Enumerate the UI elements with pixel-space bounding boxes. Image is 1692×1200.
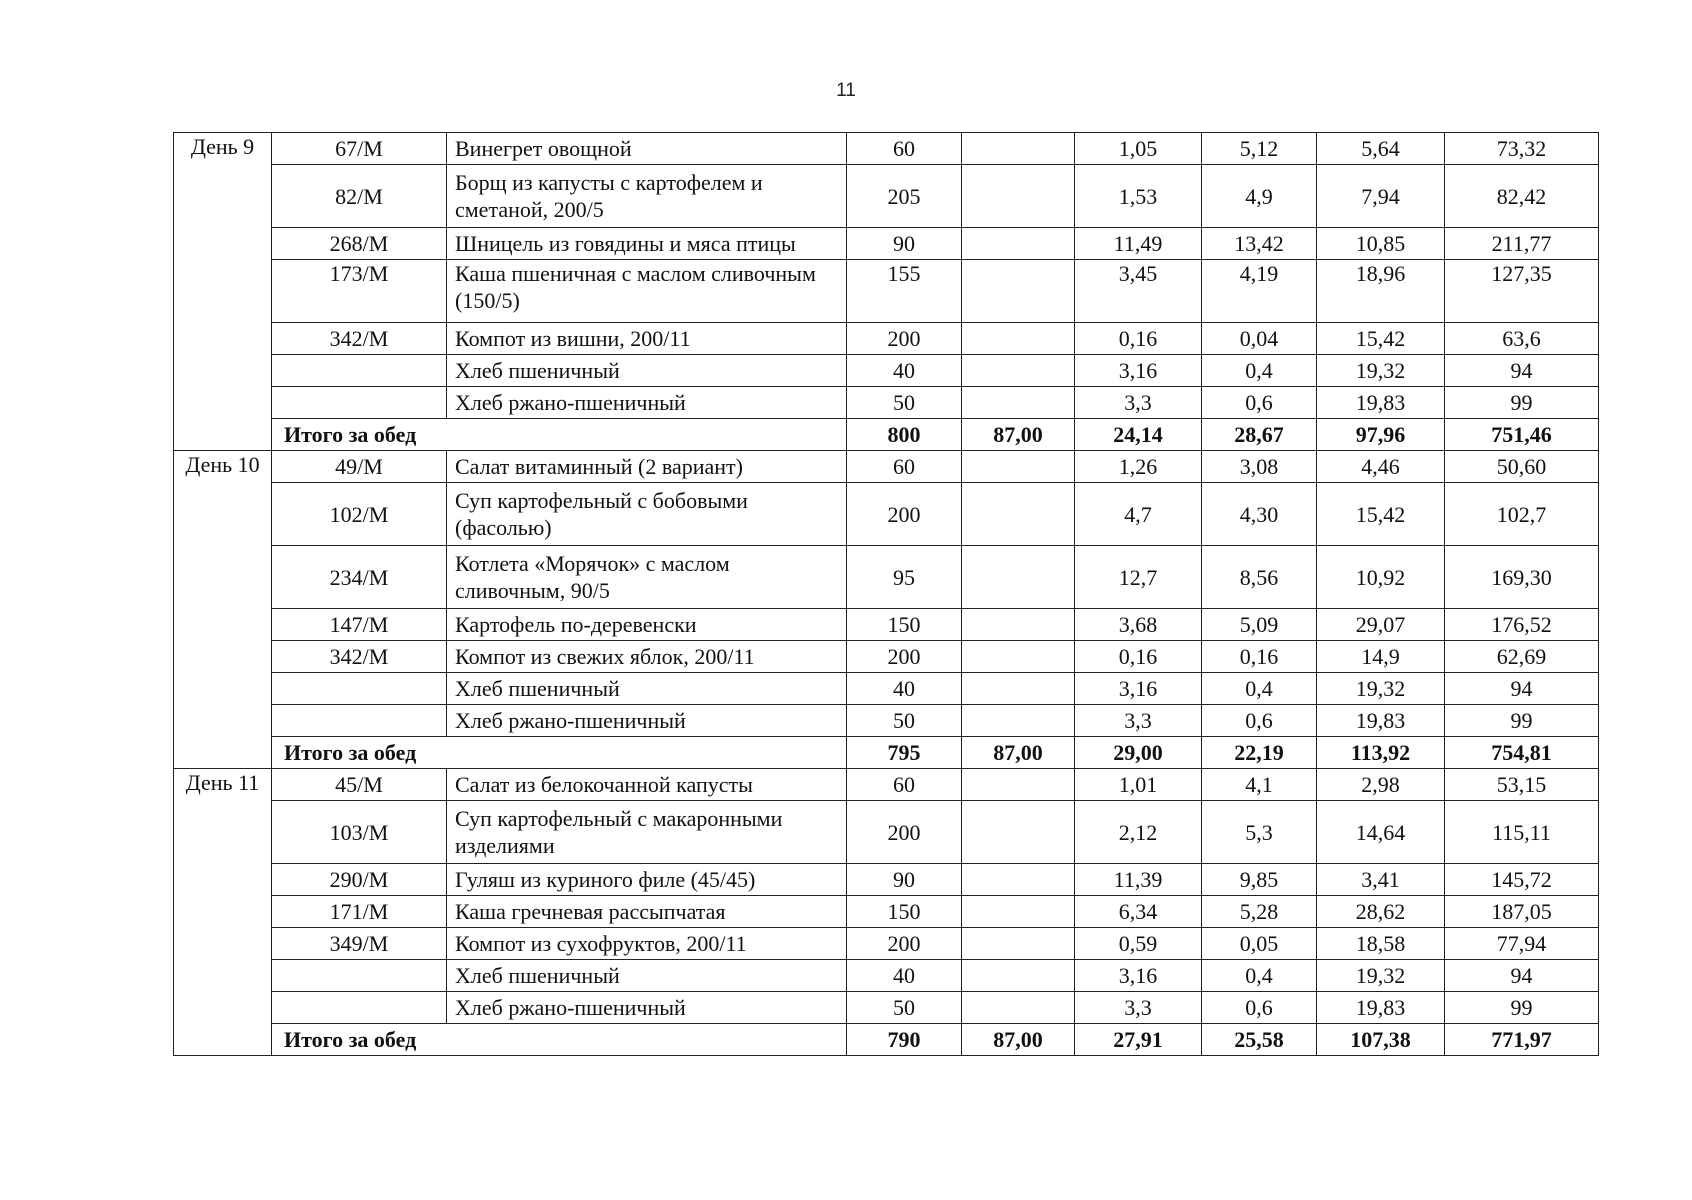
carbohydrates-cell: 15,42	[1317, 483, 1445, 546]
energy-value-cell: 99	[1445, 387, 1599, 419]
recipe-code-cell: 45/М	[272, 769, 447, 801]
table-row	[174, 673, 1599, 705]
portion-weight-cell: 60	[847, 133, 962, 165]
price-cell	[962, 928, 1075, 960]
portion-weight-cell: 60	[847, 769, 962, 801]
fat-cell: 4,9	[1202, 165, 1317, 228]
fat-cell: 13,42	[1202, 228, 1317, 260]
total-protein-cell: 29,00	[1075, 737, 1202, 769]
portion-weight-cell: 60	[847, 451, 962, 483]
protein-cell: 3,16	[1075, 960, 1202, 992]
fat-cell: 0,6	[1202, 387, 1317, 419]
price-cell	[962, 769, 1075, 801]
carbohydrates-cell: 15,42	[1317, 323, 1445, 355]
total-carbohydrates-cell: 107,38	[1317, 1024, 1445, 1056]
protein-cell: 3,68	[1075, 609, 1202, 641]
dish-name-cell: Винегрет овощной	[447, 133, 847, 165]
dish-name-cell: Хлеб ржано-пшеничный	[447, 387, 847, 419]
energy-value-cell: 187,05	[1445, 896, 1599, 928]
total-row	[174, 1024, 1599, 1056]
price-cell	[962, 960, 1075, 992]
price-cell	[962, 260, 1075, 323]
carbohydrates-cell: 29,07	[1317, 609, 1445, 641]
day-label-cell: День 11	[174, 769, 272, 1056]
total-price-cell: 87,00	[962, 1024, 1075, 1056]
recipe-code-cell	[272, 673, 447, 705]
total-portion-weight-cell: 795	[847, 737, 962, 769]
price-cell	[962, 864, 1075, 896]
carbohydrates-cell: 19,32	[1317, 673, 1445, 705]
table-row	[174, 483, 1599, 546]
recipe-code-cell	[272, 960, 447, 992]
energy-value-cell: 82,42	[1445, 165, 1599, 228]
total-energy-value-cell: 754,81	[1445, 737, 1599, 769]
carbohydrates-cell: 3,41	[1317, 864, 1445, 896]
protein-cell: 0,59	[1075, 928, 1202, 960]
dish-name-cell: Салат из белокочанной капусты	[447, 769, 847, 801]
dish-name-cell: Борщ из капусты с картофелем и сметаной, 200/5	[447, 165, 847, 228]
energy-value-cell: 50,60	[1445, 451, 1599, 483]
price-cell	[962, 546, 1075, 609]
energy-value-cell: 94	[1445, 355, 1599, 387]
table-row	[174, 228, 1599, 260]
carbohydrates-cell: 19,83	[1317, 387, 1445, 419]
carbohydrates-cell: 19,32	[1317, 960, 1445, 992]
portion-weight-cell: 155	[847, 260, 962, 323]
protein-cell: 0,16	[1075, 641, 1202, 673]
price-cell	[962, 992, 1075, 1024]
dish-name-cell: Каша пшеничная с маслом сливочным (150/5)	[447, 260, 847, 323]
price-cell	[962, 228, 1075, 260]
table-row	[174, 387, 1599, 419]
portion-weight-cell: 200	[847, 483, 962, 546]
fat-cell: 0,4	[1202, 355, 1317, 387]
protein-cell: 3,45	[1075, 260, 1202, 323]
carbohydrates-cell: 28,62	[1317, 896, 1445, 928]
fat-cell: 0,4	[1202, 960, 1317, 992]
protein-cell: 3,3	[1075, 705, 1202, 737]
price-cell	[962, 641, 1075, 673]
energy-value-cell: 211,77	[1445, 228, 1599, 260]
total-carbohydrates-cell: 97,96	[1317, 419, 1445, 451]
recipe-code-cell: 67/М	[272, 133, 447, 165]
recipe-code-cell: 147/М	[272, 609, 447, 641]
table-row	[174, 260, 1599, 323]
portion-weight-cell: 150	[847, 896, 962, 928]
fat-cell: 4,30	[1202, 483, 1317, 546]
total-energy-value-cell: 751,46	[1445, 419, 1599, 451]
fat-cell: 0,04	[1202, 323, 1317, 355]
portion-weight-cell: 200	[847, 928, 962, 960]
total-row	[174, 419, 1599, 451]
dish-name-cell: Суп картофельный с бобовыми (фасолью)	[447, 483, 847, 546]
carbohydrates-cell: 14,64	[1317, 801, 1445, 864]
energy-value-cell: 53,15	[1445, 769, 1599, 801]
carbohydrates-cell: 18,96	[1317, 260, 1445, 323]
protein-cell: 11,39	[1075, 864, 1202, 896]
price-cell	[962, 133, 1075, 165]
dish-name-cell: Котлета «Морячок» с маслом сливочным, 90/5	[447, 546, 847, 609]
protein-cell: 11,49	[1075, 228, 1202, 260]
portion-weight-cell: 50	[847, 705, 962, 737]
price-cell	[962, 801, 1075, 864]
portion-weight-cell: 90	[847, 864, 962, 896]
table-row	[174, 451, 1599, 483]
table-row	[174, 323, 1599, 355]
protein-cell: 3,3	[1075, 992, 1202, 1024]
dish-name-cell: Хлеб ржано-пшеничный	[447, 992, 847, 1024]
table-row	[174, 165, 1599, 228]
dish-name-cell: Салат витаминный (2 вариант)	[447, 451, 847, 483]
energy-value-cell: 145,72	[1445, 864, 1599, 896]
table-row	[174, 864, 1599, 896]
table-row	[174, 546, 1599, 609]
total-energy-value-cell: 771,97	[1445, 1024, 1599, 1056]
protein-cell: 4,7	[1075, 483, 1202, 546]
dish-name-cell: Картофель по-деревенски	[447, 609, 847, 641]
fat-cell: 5,28	[1202, 896, 1317, 928]
energy-value-cell: 115,11	[1445, 801, 1599, 864]
table-row	[174, 133, 1599, 165]
price-cell	[962, 483, 1075, 546]
energy-value-cell: 73,32	[1445, 133, 1599, 165]
energy-value-cell: 99	[1445, 992, 1599, 1024]
protein-cell: 1,05	[1075, 133, 1202, 165]
protein-cell: 1,26	[1075, 451, 1202, 483]
total-protein-cell: 27,91	[1075, 1024, 1202, 1056]
carbohydrates-cell: 14,9	[1317, 641, 1445, 673]
carbohydrates-cell: 10,92	[1317, 546, 1445, 609]
portion-weight-cell: 200	[847, 641, 962, 673]
protein-cell: 1,01	[1075, 769, 1202, 801]
portion-weight-cell: 150	[847, 609, 962, 641]
protein-cell: 3,3	[1075, 387, 1202, 419]
recipe-code-cell	[272, 705, 447, 737]
dish-name-cell: Компот из вишни, 200/11	[447, 323, 847, 355]
recipe-code-cell	[272, 992, 447, 1024]
total-label-cell: Итого за обед	[272, 1024, 847, 1056]
price-cell	[962, 609, 1075, 641]
protein-cell: 0,16	[1075, 323, 1202, 355]
day-label-cell: День 9	[174, 133, 272, 451]
fat-cell: 0,6	[1202, 992, 1317, 1024]
fat-cell: 9,85	[1202, 864, 1317, 896]
fat-cell: 5,3	[1202, 801, 1317, 864]
dish-name-cell: Каша гречневая рассыпчатая	[447, 896, 847, 928]
portion-weight-cell: 200	[847, 323, 962, 355]
recipe-code-cell: 268/М	[272, 228, 447, 260]
total-row	[174, 737, 1599, 769]
page-number: 11	[836, 80, 856, 101]
fat-cell: 8,56	[1202, 546, 1317, 609]
dish-name-cell: Хлеб ржано-пшеничный	[447, 705, 847, 737]
fat-cell: 3,08	[1202, 451, 1317, 483]
carbohydrates-cell: 4,46	[1317, 451, 1445, 483]
protein-cell: 6,34	[1075, 896, 1202, 928]
table-row	[174, 992, 1599, 1024]
price-cell	[962, 387, 1075, 419]
price-cell	[962, 165, 1075, 228]
table-row	[174, 609, 1599, 641]
energy-value-cell: 169,30	[1445, 546, 1599, 609]
total-price-cell: 87,00	[962, 737, 1075, 769]
table-row	[174, 641, 1599, 673]
portion-weight-cell: 205	[847, 165, 962, 228]
price-cell	[962, 896, 1075, 928]
portion-weight-cell: 40	[847, 355, 962, 387]
fat-cell: 0,05	[1202, 928, 1317, 960]
menu-table-body	[174, 133, 1599, 1056]
price-cell	[962, 673, 1075, 705]
energy-value-cell: 94	[1445, 673, 1599, 705]
fat-cell: 5,09	[1202, 609, 1317, 641]
dish-name-cell: Суп картофельный с макаронными изделиями	[447, 801, 847, 864]
fat-cell: 0,6	[1202, 705, 1317, 737]
recipe-code-cell: 173/М	[272, 260, 447, 323]
price-cell	[962, 705, 1075, 737]
total-portion-weight-cell: 790	[847, 1024, 962, 1056]
total-label-cell: Итого за обед	[272, 737, 847, 769]
portion-weight-cell: 90	[847, 228, 962, 260]
fat-cell: 5,12	[1202, 133, 1317, 165]
price-cell	[962, 355, 1075, 387]
total-price-cell: 87,00	[962, 419, 1075, 451]
portion-weight-cell: 50	[847, 992, 962, 1024]
table-row	[174, 960, 1599, 992]
price-cell	[962, 451, 1075, 483]
energy-value-cell: 77,94	[1445, 928, 1599, 960]
dish-name-cell: Компот из свежих яблок, 200/11	[447, 641, 847, 673]
fat-cell: 4,19	[1202, 260, 1317, 323]
recipe-code-cell: 234/М	[272, 546, 447, 609]
carbohydrates-cell: 7,94	[1317, 165, 1445, 228]
dish-name-cell: Компот из сухофруктов, 200/11	[447, 928, 847, 960]
carbohydrates-cell: 19,32	[1317, 355, 1445, 387]
total-label-cell: Итого за обед	[272, 419, 847, 451]
protein-cell: 1,53	[1075, 165, 1202, 228]
protein-cell: 3,16	[1075, 673, 1202, 705]
recipe-code-cell: 171/М	[272, 896, 447, 928]
table-row	[174, 769, 1599, 801]
recipe-code-cell: 82/М	[272, 165, 447, 228]
carbohydrates-cell: 19,83	[1317, 705, 1445, 737]
price-cell	[962, 323, 1075, 355]
day-label-cell: День 10	[174, 451, 272, 769]
portion-weight-cell: 50	[847, 387, 962, 419]
portion-weight-cell: 40	[847, 960, 962, 992]
protein-cell: 2,12	[1075, 801, 1202, 864]
recipe-code-cell: 290/М	[272, 864, 447, 896]
fat-cell: 0,16	[1202, 641, 1317, 673]
energy-value-cell: 99	[1445, 705, 1599, 737]
carbohydrates-cell: 5,64	[1317, 133, 1445, 165]
total-fat-cell: 28,67	[1202, 419, 1317, 451]
recipe-code-cell: 49/М	[272, 451, 447, 483]
carbohydrates-cell: 18,58	[1317, 928, 1445, 960]
table-row	[174, 896, 1599, 928]
dish-name-cell: Хлеб пшеничный	[447, 673, 847, 705]
total-portion-weight-cell: 800	[847, 419, 962, 451]
portion-weight-cell: 95	[847, 546, 962, 609]
dish-name-cell: Хлеб пшеничный	[447, 960, 847, 992]
recipe-code-cell: 102/М	[272, 483, 447, 546]
recipe-code-cell	[272, 387, 447, 419]
dish-name-cell: Шницель из говядины и мяса птицы	[447, 228, 847, 260]
energy-value-cell: 176,52	[1445, 609, 1599, 641]
menu-table	[173, 132, 1599, 1056]
dish-name-cell: Гуляш из куриного филе (45/45)	[447, 864, 847, 896]
fat-cell: 4,1	[1202, 769, 1317, 801]
total-carbohydrates-cell: 113,92	[1317, 737, 1445, 769]
recipe-code-cell: 103/М	[272, 801, 447, 864]
table-row	[174, 801, 1599, 864]
portion-weight-cell: 40	[847, 673, 962, 705]
protein-cell: 12,7	[1075, 546, 1202, 609]
table-row	[174, 355, 1599, 387]
carbohydrates-cell: 2,98	[1317, 769, 1445, 801]
carbohydrates-cell: 10,85	[1317, 228, 1445, 260]
energy-value-cell: 63,6	[1445, 323, 1599, 355]
energy-value-cell: 62,69	[1445, 641, 1599, 673]
total-fat-cell: 22,19	[1202, 737, 1317, 769]
portion-weight-cell: 200	[847, 801, 962, 864]
dish-name-cell: Хлеб пшеничный	[447, 355, 847, 387]
table-row	[174, 928, 1599, 960]
recipe-code-cell	[272, 355, 447, 387]
recipe-code-cell: 349/М	[272, 928, 447, 960]
table-row	[174, 705, 1599, 737]
energy-value-cell: 102,7	[1445, 483, 1599, 546]
protein-cell: 3,16	[1075, 355, 1202, 387]
energy-value-cell: 127,35	[1445, 260, 1599, 323]
recipe-code-cell: 342/М	[272, 641, 447, 673]
carbohydrates-cell: 19,83	[1317, 992, 1445, 1024]
energy-value-cell: 94	[1445, 960, 1599, 992]
recipe-code-cell: 342/М	[272, 323, 447, 355]
total-protein-cell: 24,14	[1075, 419, 1202, 451]
fat-cell: 0,4	[1202, 673, 1317, 705]
total-fat-cell: 25,58	[1202, 1024, 1317, 1056]
